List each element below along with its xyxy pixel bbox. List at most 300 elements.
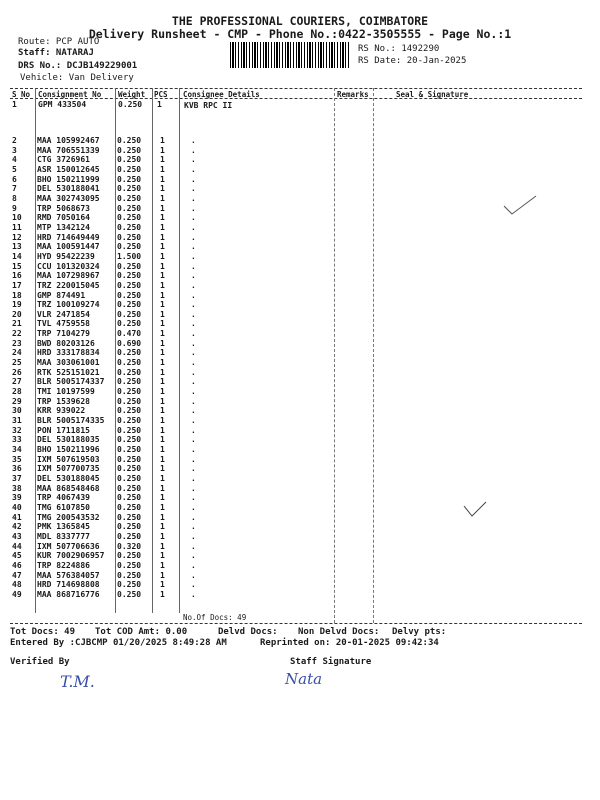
table-row (12, 223, 341, 233)
row-consignee: . (191, 473, 196, 483)
row-pcs: 1 (160, 502, 165, 512)
row-consignee: . (191, 136, 196, 145)
row-pcs: 1 (160, 309, 165, 319)
check-mark-icon (460, 500, 490, 520)
table-row (12, 329, 341, 339)
row-consignment: TRP 7104279 (37, 329, 90, 339)
company-name: THE PROFESSIONAL COURIERS, COIMBATORE (171, 14, 429, 28)
row-sno: 21 (12, 319, 22, 329)
row-consignee: . (191, 155, 196, 165)
row-weight: 0.250 (117, 184, 142, 194)
row-consignee: . (191, 329, 196, 339)
tot-docs: Tot Docs: 49 (10, 627, 76, 637)
row-pcs: 1 (160, 319, 165, 329)
row-sno: 45 (12, 551, 22, 561)
row-consignee: . (191, 164, 196, 174)
row-sno: 29 (12, 396, 22, 406)
row-1-weight: 0.250 (118, 100, 143, 109)
col-header-consignee: Consignee Details (183, 90, 260, 99)
row-sno: 35 (12, 454, 22, 464)
col-header-weight: Weight (118, 90, 146, 99)
row-pcs: 1 (160, 464, 165, 474)
row-sno: 4 (12, 155, 17, 165)
row-weight: 0.320 (117, 541, 142, 551)
row-consignee: . (191, 570, 196, 580)
table-row (12, 281, 341, 291)
row-consignment: GMP 874491 (37, 290, 86, 300)
row-pcs: 1 (160, 348, 165, 358)
row-consignee: . (191, 203, 196, 213)
row-weight: 0.250 (117, 280, 142, 290)
row-sno: 12 (12, 232, 22, 242)
row-pcs: 1 (160, 358, 165, 368)
row-consignee: . (191, 338, 196, 348)
row-weight: 0.250 (117, 290, 142, 300)
row-consignment: DEL 530188041 (37, 184, 100, 194)
table-row (12, 136, 341, 146)
row-weight: 0.250 (117, 473, 142, 483)
row-consignment: HYD 95422239 (37, 251, 95, 261)
barcode (230, 42, 350, 68)
row-sno: 20 (12, 309, 22, 319)
col-divider (373, 88, 374, 623)
row-pcs: 1 (160, 367, 165, 377)
table-row (12, 271, 341, 281)
row-weight: 0.690 (117, 338, 142, 348)
row-consignee: . (191, 551, 196, 561)
row-consignment: TVL 4759558 (37, 319, 90, 329)
table-row (12, 493, 341, 503)
row-weight: 1.500 (117, 251, 142, 261)
row-consignee: . (191, 560, 196, 570)
row-weight: 0.250 (117, 145, 142, 155)
rs-no: RS No.: 1492290 (358, 44, 440, 54)
table-row (12, 445, 341, 455)
row-consignee: . (191, 502, 196, 512)
row-consignee: . (191, 145, 196, 155)
row-consignment: PMK 1365845 (37, 522, 90, 532)
table-row (12, 291, 341, 301)
row-pcs: 1 (160, 551, 165, 561)
row-weight: 0.250 (117, 213, 142, 223)
row-sno: 18 (12, 290, 22, 300)
row-weight: 0.250 (117, 406, 142, 416)
row-sno: 3 (12, 145, 17, 155)
row-consignment: ASR 150012645 (37, 164, 100, 174)
row-weight: 0.250 (117, 164, 142, 174)
row-pcs: 1 (160, 213, 165, 223)
table-row (12, 348, 341, 358)
row-consignment: MAA 706551339 (37, 145, 100, 155)
row-consignee: . (191, 193, 196, 203)
row-consignee: . (191, 445, 196, 454)
row-sno: 44 (12, 541, 22, 551)
row-consignee: . (191, 435, 196, 445)
table-row (12, 175, 341, 185)
row-consignee: . (191, 309, 196, 319)
non-delvd-docs: Non Delvd Docs: (298, 627, 380, 637)
row-pcs: 1 (160, 454, 165, 464)
row-weight: 0.250 (117, 358, 142, 368)
row-sno: 49 (12, 589, 22, 599)
table-row (12, 310, 341, 320)
table-row (12, 233, 341, 243)
table-row (12, 242, 341, 252)
row-weight: 0.250 (117, 271, 142, 281)
table-row (12, 146, 341, 156)
rs-date: RS Date: 20-Jan-2025 (358, 56, 467, 66)
row-sno: 27 (12, 377, 22, 387)
row-sno: 16 (12, 271, 22, 281)
row-consignee: . (191, 396, 196, 406)
row-weight: 0.250 (117, 242, 142, 252)
row-pcs: 1 (160, 338, 165, 348)
row-consignee: . (191, 425, 196, 435)
row-sno: 38 (12, 483, 22, 493)
row-pcs: 1 (160, 242, 165, 252)
row-weight: 0.250 (117, 531, 142, 541)
row-sno: 2 (12, 136, 17, 145)
table-row (12, 580, 341, 590)
row-pcs: 1 (160, 222, 165, 232)
row-sno: 8 (12, 193, 17, 203)
row-1-consignee: KVB RPC II (184, 101, 233, 110)
row-weight: 0.250 (117, 454, 142, 464)
row-consignment: HRD 714698808 (37, 580, 100, 590)
row-weight: 0.250 (117, 232, 142, 242)
row-consignee: . (191, 589, 196, 599)
row-sno: 6 (12, 174, 17, 184)
row-pcs: 1 (160, 280, 165, 290)
table-row (12, 426, 341, 436)
row-sno: 32 (12, 425, 22, 435)
row-consignment: TRZ 220015045 (37, 280, 100, 290)
row-consignment: MTP 1342124 (37, 222, 90, 232)
table-row (12, 319, 341, 329)
row-consignment: CCU 101320324 (37, 261, 100, 271)
table-row (12, 300, 341, 310)
row-consignee: . (191, 493, 196, 503)
row-consignee: . (191, 290, 196, 300)
row-consignment: MAA 105992467 (37, 136, 100, 145)
row-weight: 0.250 (117, 222, 142, 232)
row-pcs: 1 (160, 522, 165, 532)
row-weight: 0.250 (117, 348, 142, 358)
row-consignee: . (191, 531, 196, 541)
table-row (12, 213, 341, 223)
row-weight: 0.250 (117, 512, 142, 522)
row-consignment: HRD 333178834 (37, 348, 100, 358)
row-sno: 7 (12, 184, 17, 194)
sheet-title: Delivery Runsheet - CMP - Phone No.:0422-3505555 - Page No.:1 (88, 27, 512, 41)
row-sno: 23 (12, 338, 22, 348)
row-consignment: BLR 5005174335 (37, 416, 105, 426)
row-pcs: 1 (160, 493, 165, 503)
table-row (12, 397, 341, 407)
row-consignee: . (191, 416, 196, 426)
table-row (12, 542, 341, 552)
row-sno: 36 (12, 464, 22, 474)
row-1-consignment: GPM 433504 (38, 100, 87, 109)
row-consignment: RMD 7050164 (37, 213, 90, 223)
row-weight: 0.250 (117, 367, 142, 377)
table-row (12, 532, 341, 542)
row-consignee: . (191, 222, 196, 232)
row-sno: 14 (12, 251, 22, 261)
row-weight: 0.250 (117, 580, 142, 590)
table-row (12, 484, 341, 494)
row-pcs: 1 (160, 473, 165, 483)
row-sno: 43 (12, 531, 22, 541)
row-consignee: . (191, 580, 196, 590)
table-row (12, 339, 341, 349)
staff-signature-label: Staff Signature (290, 657, 372, 667)
row-consignment: TMI 10197599 (37, 387, 95, 397)
row-consignee: . (191, 300, 196, 310)
row-consignment: TRP 8224886 (37, 560, 90, 570)
row-pcs: 1 (160, 184, 165, 194)
delvd-docs: Delvd Docs: (218, 627, 278, 637)
row-consignment: MAA 303061001 (37, 358, 100, 368)
table-row (12, 416, 341, 426)
row-pcs: 1 (160, 483, 165, 493)
row-sno: 10 (12, 213, 22, 223)
row-sno: 19 (12, 300, 22, 310)
row-pcs: 1 (160, 425, 165, 435)
table-row (12, 155, 341, 165)
staff: Staff: NATARAJ (18, 48, 94, 58)
row-pcs: 1 (160, 300, 165, 310)
row-sno: 26 (12, 367, 22, 377)
row-weight: 0.250 (117, 155, 142, 165)
row-pcs: 1 (160, 261, 165, 271)
row-consignee: . (191, 348, 196, 358)
row-consignment: TMG 200543532 (37, 512, 100, 522)
row-consignee: . (191, 213, 196, 223)
row-consignee: . (191, 280, 196, 290)
row-sno: 28 (12, 387, 22, 397)
row-consignment: IXM 507706636 (37, 541, 100, 551)
row-sno: 41 (12, 512, 22, 522)
consignment-table (12, 136, 341, 600)
vehicle: Vehicle: Van Delivery (20, 73, 134, 83)
table-row (12, 406, 341, 416)
row-consignment: MDL 8337777 (37, 531, 90, 541)
col-header-seal-signature: Seal & Signature (396, 90, 469, 99)
row-weight: 0.250 (117, 319, 142, 329)
row-pcs: 1 (160, 203, 165, 213)
table-row (12, 387, 341, 397)
row-consignment: BWD 80203126 (37, 338, 95, 348)
row-weight: 0.250 (117, 502, 142, 512)
row-consignment: MAA 302743095 (37, 193, 100, 203)
row-sno: 30 (12, 406, 22, 416)
col-header-sno: S No (12, 90, 31, 99)
row-sno: 31 (12, 416, 22, 426)
row-consignment: VLR 2471854 (37, 309, 90, 319)
row-sno: 37 (12, 473, 22, 483)
row-weight: 0.250 (117, 396, 142, 406)
verified-by-signature: T.M. (60, 672, 95, 691)
row-sno: 5 (12, 164, 17, 174)
row-consignee: . (191, 464, 196, 474)
row-weight: 0.250 (117, 493, 142, 503)
row-pcs: 1 (160, 193, 165, 203)
row-weight: 0.250 (117, 435, 142, 445)
reprinted-on: Reprinted on: 20-01-2025 09:42:34 (260, 638, 439, 648)
table-row (12, 455, 341, 465)
row-pcs: 1 (160, 580, 165, 590)
staff-signature: Nata (285, 670, 323, 688)
row-pcs: 1 (160, 512, 165, 522)
table-row (12, 464, 341, 474)
table-bottom-rule (10, 623, 582, 624)
row-pcs: 1 (160, 406, 165, 416)
row-sno: 42 (12, 522, 22, 532)
table-row (12, 435, 341, 445)
row-sno: 17 (12, 280, 22, 290)
row-weight: 0.250 (117, 560, 142, 570)
row-pcs: 1 (160, 329, 165, 339)
row-1-pcs: 1 (157, 100, 162, 109)
row-weight: 0.250 (117, 174, 142, 184)
row-sno: 47 (12, 570, 22, 580)
table-row (12, 184, 341, 194)
row-pcs: 1 (160, 416, 165, 426)
row-pcs: 1 (160, 589, 165, 599)
row-consignment: MAA 107298967 (37, 271, 100, 281)
row-weight: 0.250 (117, 551, 142, 561)
row-sno: 11 (12, 222, 22, 232)
no-of-docs: No.Of Docs: 49 (183, 613, 247, 622)
table-row (12, 358, 341, 368)
table-top-rule (10, 88, 582, 89)
check-mark-icon (500, 192, 540, 222)
row-consignment: DEL 530188035 (37, 435, 100, 445)
row-consignee: . (191, 251, 196, 261)
row-pcs: 1 (160, 290, 165, 300)
row-weight: 0.250 (117, 483, 142, 493)
row-pcs: 1 (160, 541, 165, 551)
row-consignee: . (191, 319, 196, 329)
row-consignment: MAA 868548468 (37, 483, 100, 493)
row-weight: 0.470 (117, 329, 142, 339)
row-consignee: . (191, 483, 196, 493)
row-consignee: . (191, 367, 196, 377)
row-consignment: RTK 525151021 (37, 367, 100, 377)
row-consignee: . (191, 261, 196, 271)
row-consignee: . (191, 454, 196, 464)
row-weight: 0.250 (117, 203, 142, 213)
row-pcs: 1 (160, 560, 165, 570)
row-pcs: 1 (160, 145, 165, 155)
row-pcs: 1 (160, 271, 165, 281)
table-row (12, 165, 341, 175)
row-weight: 0.250 (117, 425, 142, 435)
row-pcs: 1 (160, 174, 165, 184)
row-pcs: 1 (160, 531, 165, 541)
row-pcs: 1 (160, 570, 165, 580)
row-consignee: . (191, 242, 196, 252)
row-consignment: CTG 3726961 (37, 155, 90, 165)
row-consignment: TRP 5068673 (37, 203, 90, 213)
table-row (12, 522, 341, 532)
row-consignment: TRZ 100109274 (37, 300, 100, 310)
row-consignee: . (191, 377, 196, 387)
delvy-pts: Delvy pts: (392, 627, 447, 637)
row-pcs: 1 (160, 445, 165, 454)
row-weight: 0.250 (117, 300, 142, 310)
row-consignee: . (191, 232, 196, 242)
table-row (12, 590, 341, 600)
row-pcs: 1 (160, 155, 165, 165)
row-weight: 0.250 (117, 570, 142, 580)
col-header-remarks: Remarks (337, 90, 369, 99)
drs-no: DRS No.: DCJB149229001 (18, 61, 138, 71)
tot-cod-amt: Tot COD Amt: 0.00 (95, 627, 188, 637)
row-consignee: . (191, 541, 196, 551)
row-sno: 39 (12, 493, 22, 503)
row-consignee: . (191, 522, 196, 532)
row-sno: 24 (12, 348, 22, 358)
row-consignment: MAA 868716776 (37, 589, 100, 599)
row-consignee: . (191, 184, 196, 194)
row-sno: 40 (12, 502, 22, 512)
row-1-sno: 1 (12, 100, 17, 109)
table-row (12, 262, 341, 272)
row-pcs: 1 (160, 164, 165, 174)
row-pcs: 1 (160, 251, 165, 261)
row-weight: 0.250 (117, 589, 142, 599)
row-consignment: TRP 4067439 (37, 493, 90, 503)
entered-by: Entered By :CJBCMP 01/20/2025 8:49:28 AM (10, 638, 227, 648)
row-consignment: TMG 6107850 (37, 502, 90, 512)
row-sno: 13 (12, 242, 22, 252)
route: Route: PCP AUTO (18, 37, 100, 47)
table-row (12, 513, 341, 523)
table-row (12, 551, 341, 561)
table-row (12, 368, 341, 378)
row-weight: 0.250 (117, 309, 142, 319)
row-pcs: 1 (160, 396, 165, 406)
row-sno: 46 (12, 560, 22, 570)
table-row (12, 571, 341, 581)
row-sno: 33 (12, 435, 22, 445)
row-weight: 0.250 (117, 261, 142, 271)
row-pcs: 1 (160, 232, 165, 242)
row-pcs: 1 (160, 387, 165, 397)
table-row (12, 474, 341, 484)
row-consignee: . (191, 512, 196, 522)
row-consignee: . (191, 406, 196, 416)
row-weight: 0.250 (117, 377, 142, 387)
row-consignment: BHO 150211996 (37, 445, 100, 454)
row-consignee: . (191, 387, 196, 397)
row-weight: 0.250 (117, 387, 142, 397)
col-header-pcs: PCS (154, 90, 168, 99)
row-sno: 34 (12, 445, 22, 454)
row-weight: 0.250 (117, 445, 142, 454)
table-row (12, 561, 341, 571)
row-weight: 0.250 (117, 522, 142, 532)
row-consignment: HRD 714649449 (37, 232, 100, 242)
row-consignment: KUR 7002906957 (37, 551, 105, 561)
row-consignment: TRP 1539628 (37, 396, 90, 406)
table-row (12, 503, 341, 513)
row-weight: 0.250 (117, 193, 142, 203)
row-consignee: . (191, 174, 196, 184)
row-sno: 15 (12, 261, 22, 271)
